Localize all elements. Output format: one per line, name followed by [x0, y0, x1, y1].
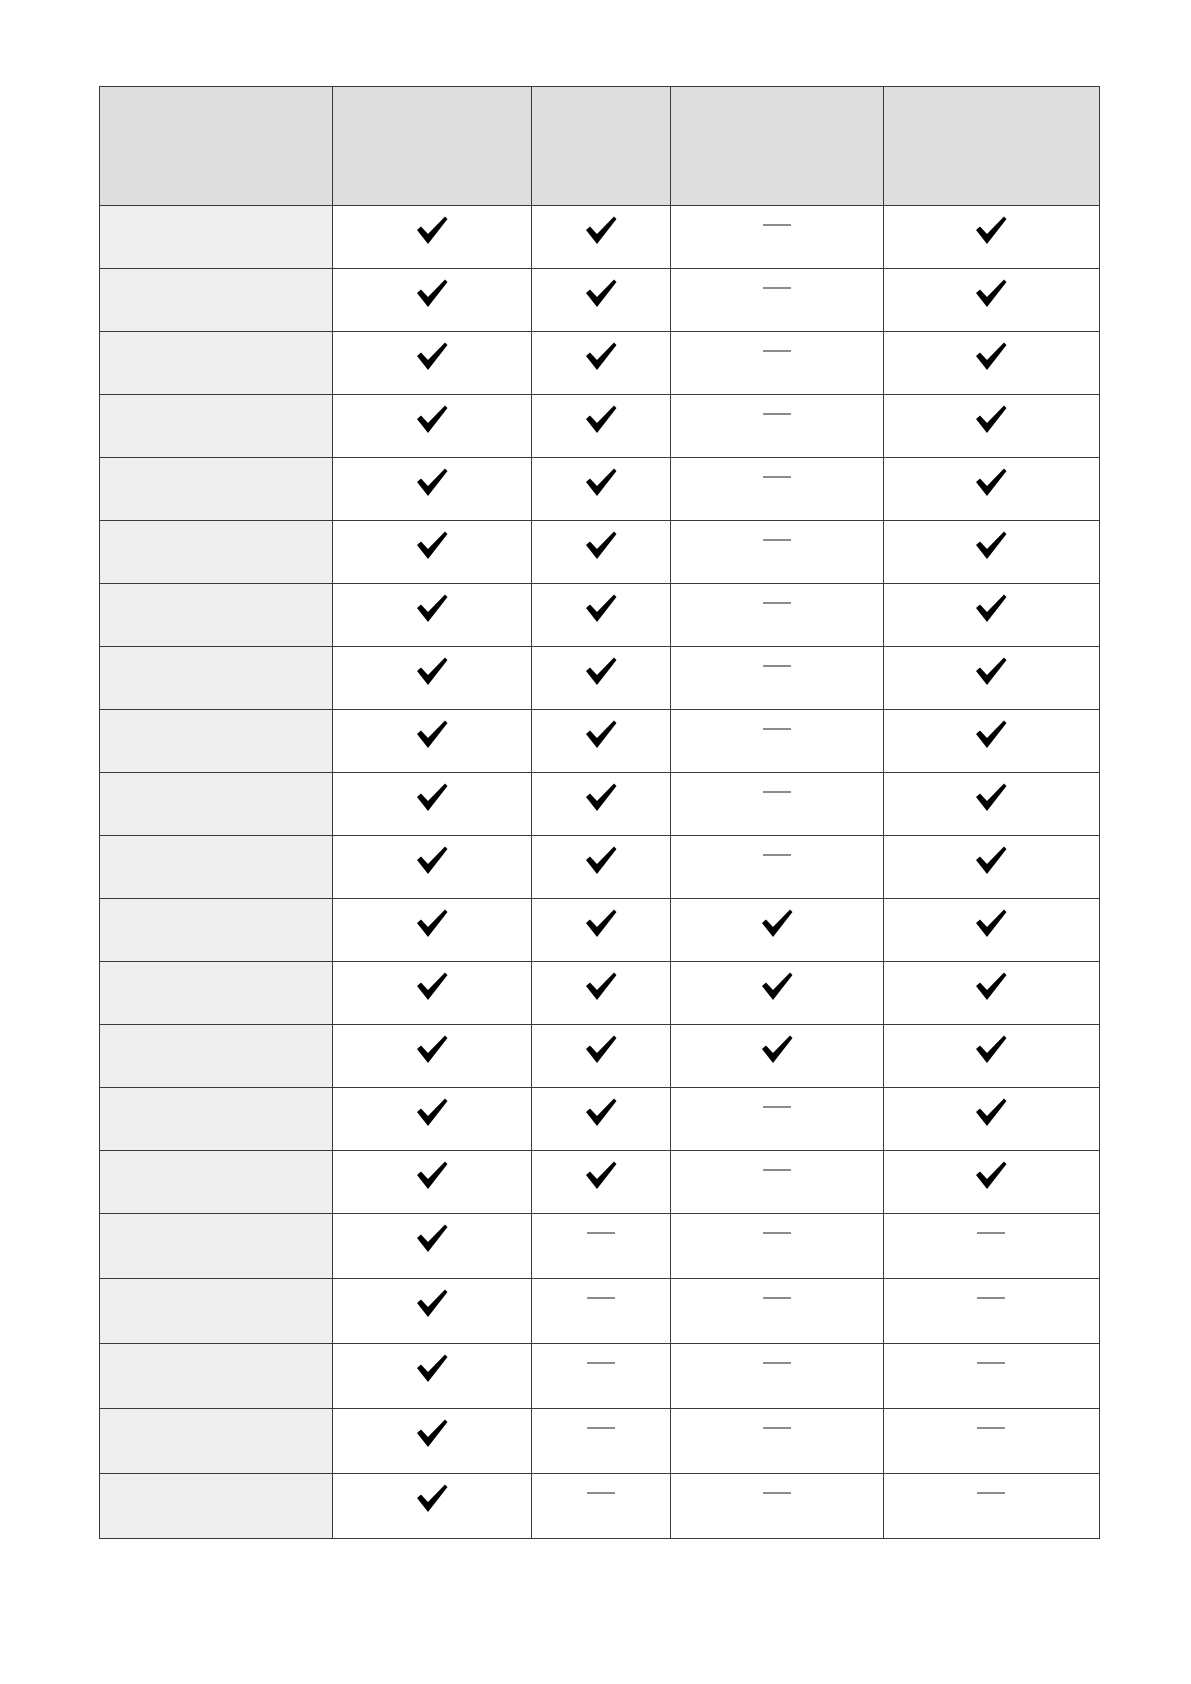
table-cell — [670, 710, 883, 773]
check-icon — [974, 214, 1008, 246]
table-cell — [532, 458, 670, 521]
check-icon — [974, 529, 1008, 561]
table-cell — [883, 899, 1099, 962]
table-cell — [670, 836, 883, 899]
table-cell — [532, 206, 670, 269]
table-cell — [532, 1474, 670, 1539]
table-cell — [532, 521, 670, 584]
table-cell — [532, 1025, 670, 1088]
dash-icon — [762, 718, 792, 750]
table-row — [100, 1088, 1100, 1151]
table-cell — [333, 1279, 532, 1344]
table-cell — [532, 1344, 670, 1409]
table-cell — [532, 1409, 670, 1474]
table-cell — [883, 836, 1099, 899]
table-cell — [333, 1088, 532, 1151]
dash-icon — [976, 1352, 1006, 1384]
table-cell — [670, 647, 883, 710]
row-label-cell — [100, 773, 333, 836]
check-icon — [415, 529, 449, 561]
row-label-cell — [100, 899, 333, 962]
check-icon — [974, 340, 1008, 372]
row-label-cell — [100, 521, 333, 584]
check-icon — [584, 1033, 618, 1065]
row-label-cell — [100, 332, 333, 395]
dash-icon — [762, 1417, 792, 1449]
dash-icon — [586, 1482, 616, 1514]
check-icon — [584, 970, 618, 1002]
table-cell — [883, 395, 1099, 458]
check-icon — [415, 718, 449, 750]
dash-icon — [586, 1287, 616, 1319]
check-icon — [974, 1033, 1008, 1065]
row-label-cell — [100, 1151, 333, 1214]
table-cell — [670, 1088, 883, 1151]
row-label-cell — [100, 269, 333, 332]
table-cell — [670, 584, 883, 647]
check-icon — [974, 844, 1008, 876]
table-cell — [883, 1214, 1099, 1279]
table-row — [100, 206, 1100, 269]
table-cell — [532, 1151, 670, 1214]
check-icon — [415, 1222, 449, 1254]
check-icon — [415, 907, 449, 939]
table-cell — [670, 1474, 883, 1539]
row-label-cell — [100, 1088, 333, 1151]
check-icon — [974, 277, 1008, 309]
table-cell — [670, 1151, 883, 1214]
table-cell — [532, 836, 670, 899]
table-cell — [532, 269, 670, 332]
table-cell — [883, 1151, 1099, 1214]
row-label-cell — [100, 1344, 333, 1409]
dash-icon — [762, 1159, 792, 1191]
row-label-cell — [100, 395, 333, 458]
dash-icon — [762, 1096, 792, 1128]
table-row — [100, 395, 1100, 458]
table-row — [100, 1344, 1100, 1409]
check-icon — [974, 466, 1008, 498]
check-icon — [974, 1159, 1008, 1191]
table-cell — [883, 1409, 1099, 1474]
table-cell — [333, 584, 532, 647]
dash-icon — [762, 403, 792, 435]
check-icon — [415, 1417, 449, 1449]
check-icon — [415, 1287, 449, 1319]
table-cell — [670, 1409, 883, 1474]
check-icon — [584, 907, 618, 939]
table-cell — [883, 1025, 1099, 1088]
dash-icon — [762, 277, 792, 309]
check-icon — [584, 403, 618, 435]
table-cell — [532, 899, 670, 962]
table-cell — [333, 962, 532, 1025]
table-row — [100, 1279, 1100, 1344]
table-cell — [333, 1344, 532, 1409]
table-row — [100, 1151, 1100, 1214]
table-cell — [532, 584, 670, 647]
dash-icon — [762, 214, 792, 246]
table-row — [100, 899, 1100, 962]
dash-icon — [762, 340, 792, 372]
check-icon — [974, 1096, 1008, 1128]
check-icon — [415, 844, 449, 876]
dash-icon — [762, 1482, 792, 1514]
check-icon — [974, 907, 1008, 939]
table-row — [100, 458, 1100, 521]
dash-icon — [762, 1287, 792, 1319]
check-icon — [415, 781, 449, 813]
table-cell — [670, 206, 883, 269]
table-row — [100, 1409, 1100, 1474]
check-icon — [760, 907, 794, 939]
table-cell — [883, 1344, 1099, 1409]
row-label-cell — [100, 836, 333, 899]
row-label-cell — [100, 584, 333, 647]
table-cell — [670, 962, 883, 1025]
row-label-cell — [100, 647, 333, 710]
check-icon — [415, 340, 449, 372]
check-icon — [415, 1159, 449, 1191]
check-icon — [415, 655, 449, 687]
table-cell — [333, 1409, 532, 1474]
dash-icon — [976, 1417, 1006, 1449]
check-icon — [415, 970, 449, 1002]
table-row — [100, 836, 1100, 899]
table-cell — [333, 836, 532, 899]
table-cell — [670, 899, 883, 962]
dash-icon — [976, 1287, 1006, 1319]
table-cell — [333, 395, 532, 458]
check-icon — [584, 718, 618, 750]
dash-icon — [586, 1417, 616, 1449]
check-icon — [974, 781, 1008, 813]
table-cell — [333, 521, 532, 584]
check-icon — [415, 1482, 449, 1514]
check-icon — [415, 1033, 449, 1065]
table-cell — [883, 584, 1099, 647]
table-cell — [670, 395, 883, 458]
feature-matrix-table — [99, 86, 1100, 1539]
table-cell — [532, 773, 670, 836]
table-cell — [532, 1088, 670, 1151]
table-cell — [333, 1474, 532, 1539]
check-icon — [974, 718, 1008, 750]
check-icon — [584, 340, 618, 372]
row-label-cell — [100, 1279, 333, 1344]
table-row — [100, 1214, 1100, 1279]
table-cell — [333, 1214, 532, 1279]
table-cell — [883, 710, 1099, 773]
table-body — [100, 206, 1100, 1539]
table-cell — [532, 962, 670, 1025]
dash-icon — [762, 1352, 792, 1384]
table-cell — [333, 647, 532, 710]
table-row — [100, 1025, 1100, 1088]
header-cell-3 — [670, 87, 883, 206]
check-icon — [415, 1352, 449, 1384]
dash-icon — [976, 1222, 1006, 1254]
check-icon — [415, 214, 449, 246]
check-icon — [415, 403, 449, 435]
table-cell — [333, 269, 532, 332]
table-cell — [532, 332, 670, 395]
table-cell — [333, 1025, 532, 1088]
row-label-cell — [100, 1409, 333, 1474]
table-cell — [333, 773, 532, 836]
table-cell — [333, 710, 532, 773]
check-icon — [415, 277, 449, 309]
check-icon — [584, 655, 618, 687]
table-cell — [883, 269, 1099, 332]
table-cell — [532, 1214, 670, 1279]
check-icon — [415, 1096, 449, 1128]
table-row — [100, 584, 1100, 647]
table-cell — [532, 395, 670, 458]
table-cell — [670, 1344, 883, 1409]
table-cell — [883, 1279, 1099, 1344]
table-cell — [883, 206, 1099, 269]
check-icon — [760, 1033, 794, 1065]
table-cell — [670, 332, 883, 395]
check-icon — [415, 592, 449, 624]
check-icon — [974, 592, 1008, 624]
check-icon — [974, 655, 1008, 687]
check-icon — [974, 403, 1008, 435]
table-cell — [670, 269, 883, 332]
check-icon — [584, 1159, 618, 1191]
check-icon — [584, 277, 618, 309]
check-icon — [584, 466, 618, 498]
table-cell — [333, 899, 532, 962]
table-row — [100, 521, 1100, 584]
table-cell — [532, 647, 670, 710]
table-row — [100, 332, 1100, 395]
dash-icon — [586, 1352, 616, 1384]
table-cell — [333, 458, 532, 521]
table-cell — [670, 1279, 883, 1344]
check-icon — [415, 466, 449, 498]
dash-icon — [762, 844, 792, 876]
table-cell — [670, 1214, 883, 1279]
table-cell — [883, 773, 1099, 836]
table-cell — [670, 1025, 883, 1088]
row-label-cell — [100, 1214, 333, 1279]
row-label-cell — [100, 1474, 333, 1539]
table-row — [100, 773, 1100, 836]
check-icon — [760, 970, 794, 1002]
table-cell — [333, 1151, 532, 1214]
check-icon — [584, 1096, 618, 1128]
table-cell — [333, 332, 532, 395]
row-label-cell — [100, 458, 333, 521]
dash-icon — [762, 781, 792, 813]
check-icon — [584, 844, 618, 876]
table-cell — [883, 332, 1099, 395]
dash-icon — [762, 1222, 792, 1254]
dash-icon — [762, 529, 792, 561]
table-cell — [670, 521, 883, 584]
check-icon — [584, 214, 618, 246]
table-cell — [333, 206, 532, 269]
header-cell-label — [100, 87, 333, 206]
table-cell — [883, 458, 1099, 521]
row-label-cell — [100, 1025, 333, 1088]
row-label-cell — [100, 962, 333, 1025]
check-icon — [584, 592, 618, 624]
dash-icon — [586, 1222, 616, 1254]
dash-icon — [976, 1482, 1006, 1514]
row-label-cell — [100, 206, 333, 269]
header-row — [100, 87, 1100, 206]
table-row — [100, 962, 1100, 1025]
table-row — [100, 269, 1100, 332]
check-icon — [584, 781, 618, 813]
dash-icon — [762, 466, 792, 498]
header-cell-1 — [333, 87, 532, 206]
table-row — [100, 1474, 1100, 1539]
table-row — [100, 647, 1100, 710]
row-label-cell — [100, 710, 333, 773]
table-cell — [883, 521, 1099, 584]
dash-icon — [762, 655, 792, 687]
table-cell — [670, 773, 883, 836]
check-icon — [584, 529, 618, 561]
table-cell — [670, 458, 883, 521]
check-icon — [974, 970, 1008, 1002]
table-cell — [883, 962, 1099, 1025]
table-cell — [883, 647, 1099, 710]
dash-icon — [762, 592, 792, 624]
header-cell-2 — [532, 87, 670, 206]
table-cell — [883, 1088, 1099, 1151]
header-cell-4 — [883, 87, 1099, 206]
table-cell — [883, 1474, 1099, 1539]
table-cell — [532, 710, 670, 773]
table-cell — [532, 1279, 670, 1344]
table-row — [100, 710, 1100, 773]
